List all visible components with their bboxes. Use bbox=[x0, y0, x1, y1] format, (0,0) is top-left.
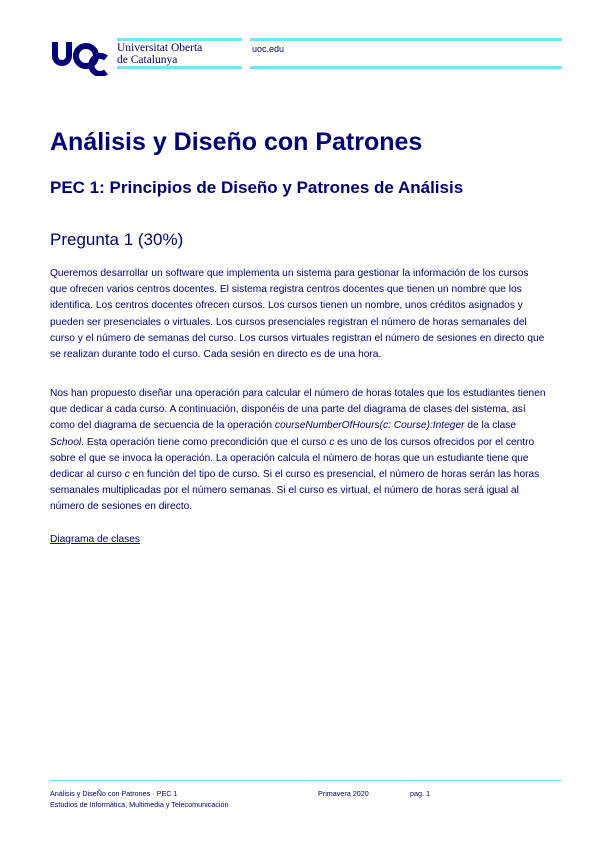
university-name-line1: Universitat Oberta bbox=[117, 42, 203, 54]
paragraph-operation-text-4: es uno de los cursos ofrecidos por el centro sobre el que se invoca la operación. La operación calcula el número de horas que un estudiante tiene que dedicar al curso bbox=[50, 436, 535, 481]
university-url[interactable]: uoc.edu bbox=[252, 44, 285, 54]
header-rule-bottom-right bbox=[250, 66, 562, 69]
uoc-logo bbox=[50, 40, 112, 76]
document-subtitle: PEC 1: Principios de Diseño y Patrones de Análisis bbox=[50, 178, 464, 197]
footer-studies: Estudios de Informática, Multimedia y Telecomunicación bbox=[50, 800, 229, 809]
paragraph-intro: Queremos desarrollar un software que implementa un sistema para gestionar la información de los cursos que ofrecen varios centros docentes. El sistema registra centros docentes que tienen un nombre que los identifica. Los centros docentes ofrecen cursos. Los cursos tienen un nombre, unos créditos asignados y pueden ser presenciales o virtuales. Los cursos presenciales registran el número de horas semanales del curso y el número de semanas del curso. Los cursos virtuales registran el número de sesiones en directo que se realizan durante todo el curso. Cada sesión en directo es de una hora. bbox=[50, 268, 545, 361]
paragraph-operation-text-3: . Esta operación tiene como precondición que el curso bbox=[81, 436, 330, 448]
footer-page-number: pag. 1 bbox=[410, 789, 430, 798]
header-rule-top bbox=[117, 38, 242, 41]
university-name-line2: de Catalunya bbox=[117, 54, 178, 66]
footer-semester: Primavera 2020 bbox=[318, 789, 369, 798]
operation-signature: courseNumberOfHours(c: Course):Integer bbox=[274, 420, 465, 432]
paragraph-operation-text-5: en función del tipo de curso. Si el curso es presencial, el número de horas serán las horas semanales multiplicadas por el número semanas. Si el curso es virtual, el número de horas será igual al número de sesiones en directo. bbox=[50, 469, 540, 513]
header-rule-top-right bbox=[250, 38, 562, 41]
paragraph-operation bbox=[50, 386, 548, 516]
paragraph-operation-text-1: Nos han propuesto diseñar una operación para calcular el número de horas totales que los estudiantes tienen que dedicar a cada curso. A continuación, disponéis de una parte del diagrama de clases del sistema, así como del diagrama de secuencia de la operación bbox=[50, 388, 546, 432]
paragraph-operation-text-2: de la clase bbox=[464, 420, 517, 432]
header-rule-bottom bbox=[117, 66, 242, 69]
question-heading: Pregunta 1 (30%) bbox=[50, 230, 184, 249]
document-title: Análisis y Diseño con Patrones bbox=[50, 128, 423, 156]
variable-c: c bbox=[329, 436, 335, 448]
class-name: School bbox=[50, 436, 82, 448]
footer-document-name: Análisis y DiseÑo con Patrones · PEC 1 bbox=[50, 789, 178, 798]
class-diagram-link[interactable]: Diagrama de clases bbox=[50, 534, 141, 545]
university-name bbox=[117, 42, 202, 66]
footer-rule bbox=[50, 780, 562, 781]
variable-c-2: c bbox=[124, 469, 130, 481]
